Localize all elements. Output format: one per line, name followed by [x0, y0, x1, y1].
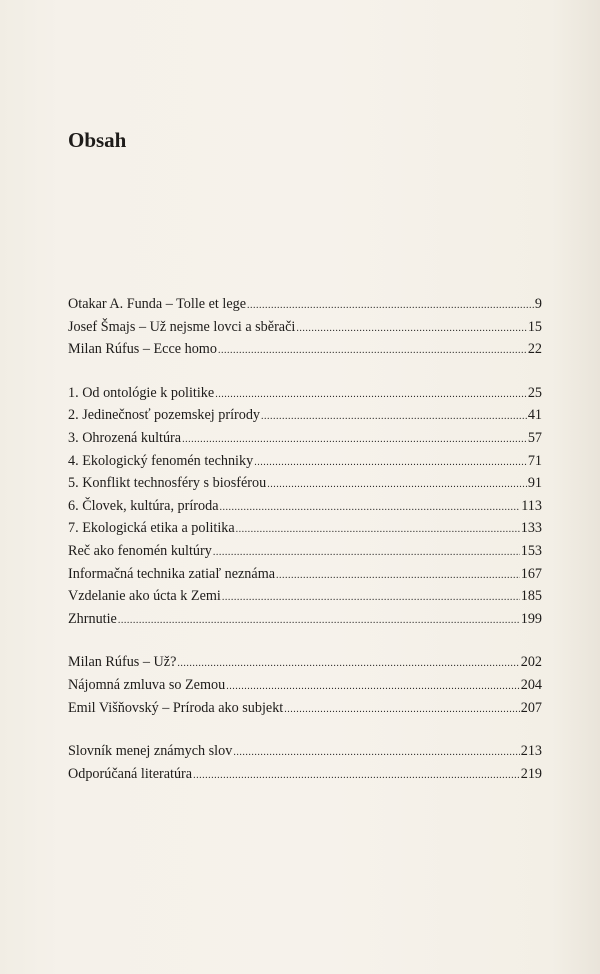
toc-entry-title: 4. Ekologický fenomén techniky	[68, 452, 254, 469]
toc-entry-title: 6. Človek, kultúra, príroda	[68, 497, 219, 514]
dot-leader	[182, 429, 527, 452]
toc-entry-page: 57	[527, 429, 542, 446]
dot-leader	[247, 295, 534, 318]
toc-entry	[68, 674, 542, 697]
toc-entry	[68, 608, 542, 631]
dot-leader	[226, 676, 520, 699]
toc-entry-title: 2. Jedinečnosť pozemskej prírody	[68, 407, 261, 424]
toc-entry-title: Reč ako fenomén kultúry	[68, 542, 212, 559]
toc-entry-title: 3. Ohrozená kultúra	[68, 429, 182, 446]
toc-entry	[68, 382, 542, 405]
toc-entry-title: Emil Višňovský – Príroda ako subjekt	[68, 699, 284, 716]
toc-entry-page: 15	[527, 318, 542, 335]
toc-entry	[68, 495, 542, 518]
table-of-contents	[68, 293, 542, 785]
dot-leader	[118, 610, 520, 633]
toc-entry-title: Otakar A. Funda – Tolle et lege	[68, 296, 247, 312]
toc-entry	[68, 316, 542, 339]
dot-leader	[296, 318, 526, 341]
toc-entry-title: 5. Konflikt technosféry s biosférou	[68, 475, 267, 492]
toc-entry	[68, 450, 542, 473]
toc-entry-page: 213	[520, 743, 542, 760]
dot-leader	[261, 406, 527, 429]
dot-leader	[267, 474, 527, 497]
toc-entry-page: 204	[520, 676, 542, 693]
toc-entry	[68, 740, 542, 763]
dot-leader	[215, 384, 527, 407]
dot-leader	[236, 519, 520, 542]
toc-entry	[68, 472, 542, 495]
toc-entry-page: 153	[520, 542, 542, 559]
toc-entry-title: Odporúčaná literatúra	[68, 765, 193, 782]
dot-leader	[222, 587, 520, 610]
toc-entry	[68, 293, 542, 316]
dot-leader	[177, 653, 519, 676]
toc-entry-page: 113	[521, 497, 542, 514]
toc-group-appendix	[68, 651, 542, 719]
toc-entry-page: 133	[520, 520, 542, 537]
toc-entry-title: Nájomná zmluva so Zemou	[68, 676, 226, 693]
toc-entry-page: 219	[520, 765, 542, 782]
toc-entry	[68, 697, 542, 720]
toc-entry	[68, 427, 542, 450]
toc-group-chapters	[68, 382, 542, 631]
dot-leader	[233, 742, 519, 765]
toc-group-back-matter	[68, 740, 542, 785]
toc-entry	[68, 651, 542, 674]
toc-entry-page: 199	[520, 610, 542, 627]
dot-leader	[284, 699, 519, 722]
toc-entry-page: 202	[520, 654, 542, 671]
toc-entry-page: 71	[527, 452, 542, 469]
dot-leader	[276, 565, 520, 588]
toc-entry-page: 9	[534, 296, 542, 312]
toc-entry-title: 7. Ekologická etika a politika	[68, 520, 235, 537]
toc-entry-title: Zhrnutie	[68, 610, 117, 627]
toc-entry-title: Milan Rúfus – Ecce homo	[68, 341, 217, 358]
toc-entry-title: Josef Šmajs – Už nejsme lovci a sběrači	[68, 318, 296, 335]
toc-entry-page: 22	[527, 341, 542, 358]
toc-entry-title: Informačná technika zatiaľ neznáma	[68, 565, 276, 582]
toc-entry-page: 207	[520, 699, 542, 716]
toc-group-front-matter	[68, 293, 542, 361]
toc-entry-page: 167	[520, 565, 542, 582]
toc-entry	[68, 585, 542, 608]
toc-entry-title: Milan Rúfus – Už?	[68, 654, 177, 671]
toc-entry-title: 1. Od ontológie k politike	[68, 384, 215, 401]
dot-leader	[254, 452, 527, 475]
dot-leader	[213, 542, 520, 565]
toc-entry-title: Slovník menej známych slov	[68, 743, 233, 760]
toc-entry-title: Vzdelanie ako úcta k Zemi	[68, 588, 221, 605]
toc-entry	[68, 517, 542, 540]
toc-entry-page: 25	[527, 384, 542, 401]
page-title: Obsah	[68, 128, 127, 152]
dot-leader	[193, 765, 520, 788]
toc-entry	[68, 563, 542, 586]
toc-entry-page: 185	[520, 588, 542, 605]
dot-leader	[218, 340, 527, 363]
toc-entry-page: 91	[527, 475, 542, 492]
toc-entry	[68, 540, 542, 563]
toc-entry	[68, 763, 542, 786]
toc-entry	[68, 338, 542, 361]
dot-leader	[220, 497, 521, 520]
toc-entry-page: 41	[527, 407, 542, 424]
toc-entry	[68, 404, 542, 427]
